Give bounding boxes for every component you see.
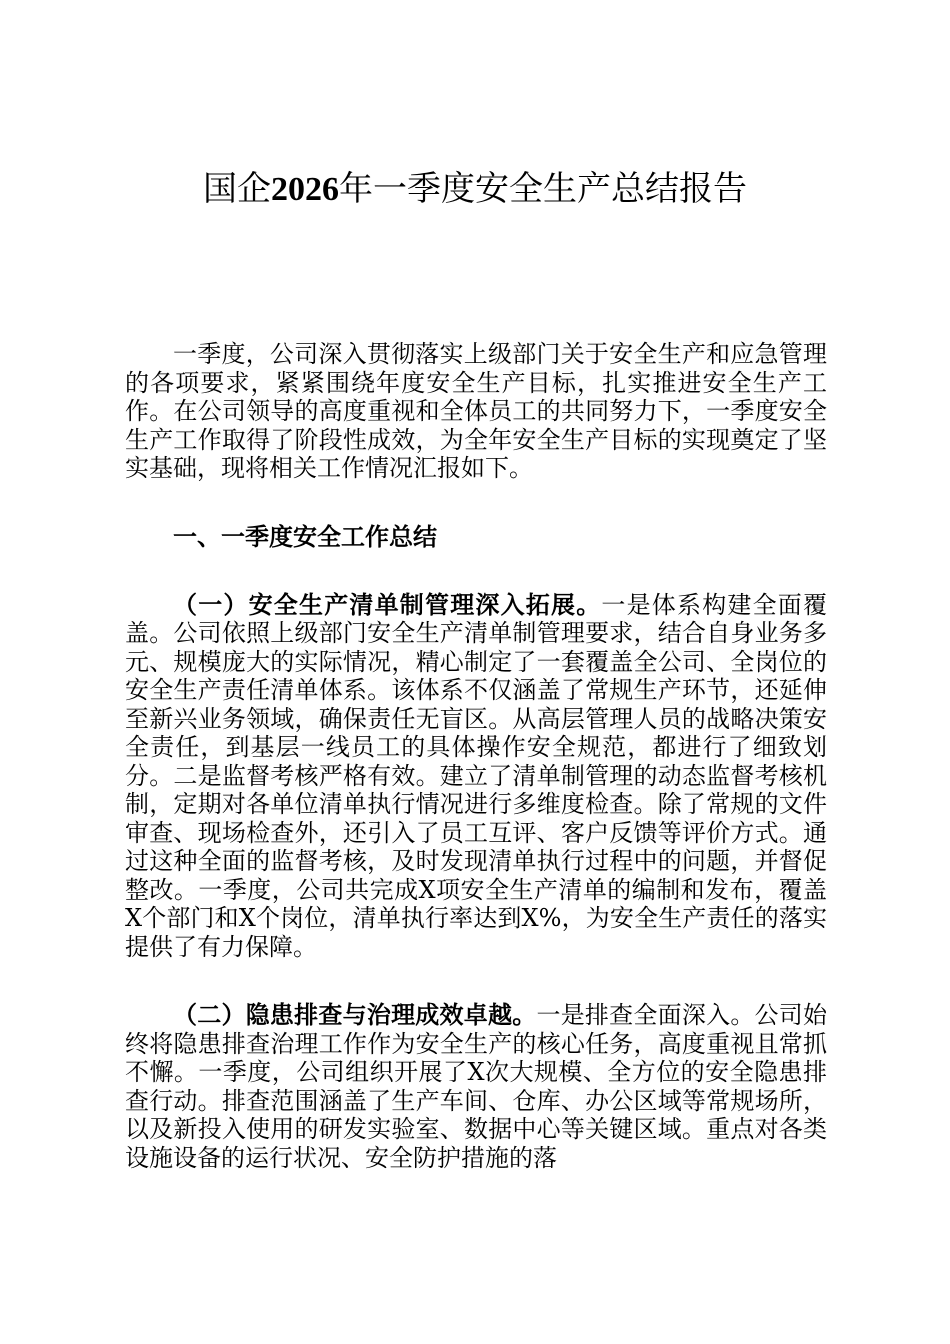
section-heading-1: 一、一季度安全工作总结	[173, 521, 437, 551]
item-2-paragraph	[125, 1001, 827, 1172]
title-suffix: 年一季度安全生产总结报告	[339, 169, 747, 209]
item-1-lead: （一）安全生产清单制管理深入拓展。	[173, 589, 602, 619]
title-year: 2026	[271, 171, 339, 208]
item-2-lead: （二）隐患排查与治理成效卓越。	[173, 1000, 537, 1029]
item-1-text: 一是体系构建全面覆盖。公司依照上级部门安全生产清单制管理要求，结合自身业务多元、规模庞大的实际情况，精心制定了一套覆盖全公司、全岗位的安全生产责任清单体系。该体系不仅涵盖了常规生产环节，还延伸至新兴业务领域，确保责任无盲区。从高层管理人员的战略决策安全责任，到基层一线员工的具体操作安全规范，都进行了细致划分。二是监督考核严格有效。建立了清单制管理的动态监督考核机制，定期对各单位清单执行情况进行多维度检查。除了常规的文件审查、现场检查外，还引入了员工互评、客户反馈等评价方式。通过这种全面的监督考核，及时发现清单执行过程中的问题，并督促整改。一季度，公司共完成X项安全生产清单的编制和发布，覆盖X个部门和X个岗位，清单执行率达到X%，为安全生产责任的落实提供了有力保障。	[125, 590, 828, 961]
document-title	[0, 164, 950, 215]
item-1-paragraph	[125, 591, 827, 962]
document-body	[125, 340, 827, 1172]
item-2-text: 一是排查全面深入。公司始终将隐患排查治理工作作为安全生产的核心任务，高度重视且常抓不懈。一季度，公司组织开展了X次大规模、全方位的安全隐患排查行动。排查范围涵盖了生产车间、仓库、办公区域等常规场所，以及新投入使用的研发实验室、数据中心等关键区域。重点对各类设施设备的运行状况、安全防护措施的落	[125, 1001, 828, 1172]
title-prefix: 国企	[203, 169, 271, 209]
intro-paragraph: 一季度，公司深入贯彻落实上级部门关于安全生产和应急管理的各项要求，紧紧围绕年度安全生产目标，扎实推进安全生产工作。在公司领导的高度重视和全体员工的共同努力下，一季度安全生产工作取得了阶段性成效，为全年安全生产目标的实现奠定了坚实基础，现将相关工作情况汇报如下。	[125, 340, 827, 482]
